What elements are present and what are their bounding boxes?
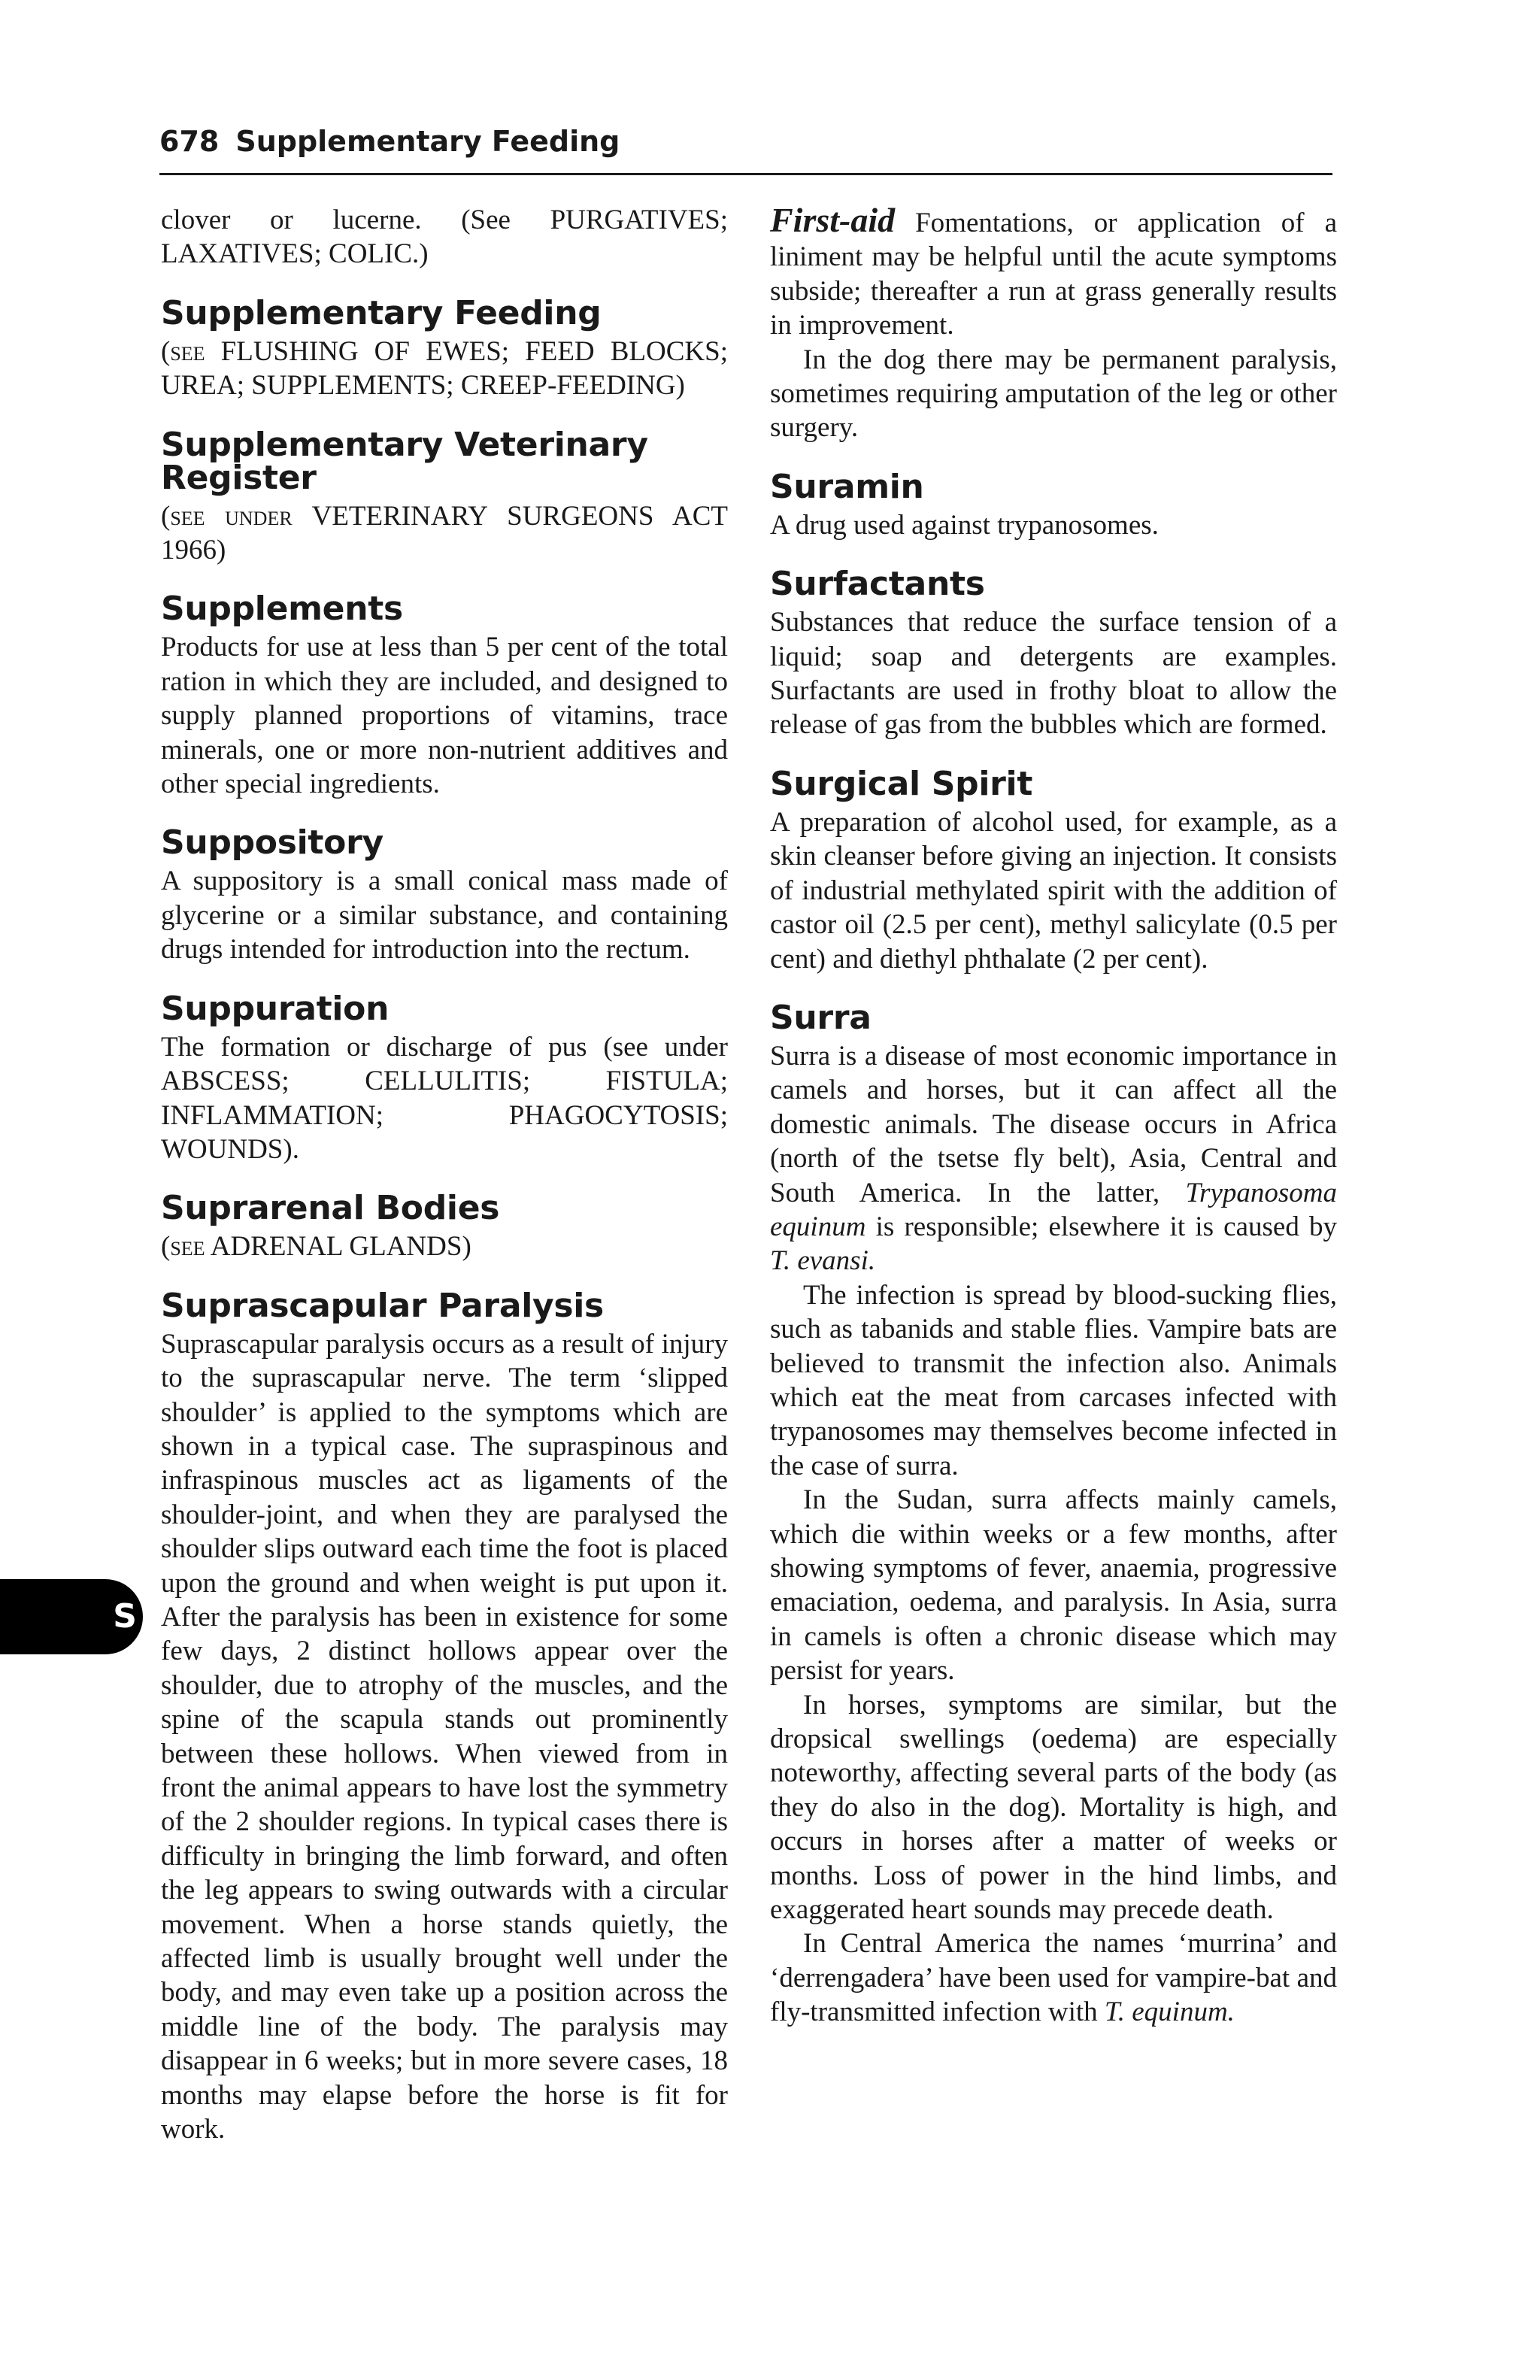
heading-suppository: Suppository	[161, 823, 383, 863]
surra-p1-text-b: is responsible; elsewhere it is caused by	[865, 1211, 1337, 1242]
heading-surra: Surra	[770, 998, 872, 1037]
running-title: Supplementary Feeding	[235, 125, 620, 158]
first-aid-label: First-aid	[770, 201, 896, 239]
surra-paragraph-1	[770, 1039, 1337, 1278]
surra-paragraph-4: In horses, symptoms are similar, but the dropsical swellings (oedema) are especially noteworthy, affecting several parts of the body (as they do also in the dog). Mortality is high, and occurs in horses after a matter of weeks or months. Loss of power in the hind limbs, and exaggerated heart sounds may precede death.	[770, 1689, 1337, 1926]
text-surfactants: Substances that reduce the surface tension of a liquid; soap and detergents are examples. Surfactants are used in frothy bloat to allow the release of gas from the bubbles which are formed.	[770, 607, 1337, 741]
text-suppository: A suppository is a small conical mass made of glycerine or a similar substance, and containing drugs intended for introduction into the rectum.	[161, 866, 728, 966]
text-surgical-spirit: A preparation of alcohol used, for example, as a skin cleanser before giving an injection. It consists of industrial methylated spirit with the addition of castor oil (2.5 per cent), methyl salicylate (0.5 per cent) and diethyl phthalate (2 per cent).	[770, 806, 1337, 975]
text-suprascapular-paralysis: Suprascapular paralysis occurs as a result of injury to the suprascapular nerve. The term ‘slipped shoulder’ is applied to the symptoms which are shown in a typical case. The supraspinous and infraspinous muscles act as ligaments of the shoulder-joint, and when they are paralysed the shoulder slips outward each time the foot is placed upon the ground and when weight is put upon it. After the paralysis has been in existence for some few days, 2 distinct hollows appear over the shoulder, due to atrophy of the muscles, and the spine of the scapula stands out prominently between these hollows. When viewed from in front the animal appears to have lost the symmetry of the 2 shoulder regions. In typical cases there is difficulty in bringing the limb forward, and often the leg appears to swing outwards with a circular movement. When a horse stands quietly, the affected limb is usually brought well under the body, and may even take up a position across the middle line of the body. The paralysis may disappear in 6 weeks; but in more severe cases, 18 months may elapse before the horse is fit for work.	[161, 1328, 728, 2145]
heading-surgical-spirit: Surgical Spirit	[770, 764, 1033, 803]
page-number: 678	[159, 125, 220, 158]
heading-surfactants: Surfactants	[770, 565, 985, 604]
intro-text: clover or lucerne. (See PURGATIVES; LAXATIVES; COLIC.)	[161, 205, 728, 270]
heading-suramin: Suramin	[770, 467, 924, 506]
thumb-letter: S	[113, 1597, 137, 1636]
surra-p1-species-2: T. evansi.	[770, 1245, 876, 1277]
thumb-index-tab	[0, 1579, 143, 1654]
running-head	[159, 125, 620, 158]
surra-paragraph-5	[770, 1927, 1337, 2029]
text-supplementary-veterinary-register: (see under VETERINARY SURGEONS ACT 1966)	[161, 500, 728, 566]
text-suprarenal-bodies: (see ADRENAL GLANDS)	[161, 1231, 471, 1263]
heading-supplementary-veterinary-register: Supplementary Veterinary Register	[161, 425, 648, 497]
first-aid-paragraph	[770, 203, 1337, 343]
surra-paragraph-3: In the Sudan, surra affects mainly camels, which die within weeks or a few months, after showing symptoms of fever, anaemia, progressive emaciation, oedema, and paralysis. In Asia, surra in camels is often a chronic disease which may persist for years.	[770, 1484, 1337, 1687]
surra-paragraph-2: The infection is spread by blood-sucking flies, such as tabanids and stable flies. Vampire bats are believed to transmit the infection also. Animals which eat the meat from carcases infected with trypanosomes may themselves become infected in the case of surra.	[770, 1279, 1337, 1481]
surra-p5-species: T. equinum.	[1104, 1996, 1235, 2028]
surra-p1-species: Trypanosoma equinum	[770, 1177, 1337, 1242]
heading-supplementary-feeding: Supplementary Feeding	[161, 293, 602, 332]
heading-suprarenal-bodies: Suprarenal Bodies	[161, 1189, 500, 1228]
surra-p5-text: In Central America the names ‘murrina’ and ‘derrengadera’ have been used for vampire-bat and fly-transmitted infection with	[770, 1928, 1337, 2028]
header-rule	[159, 173, 1332, 175]
heading-suppuration: Suppuration	[161, 989, 390, 1028]
text-supplements: Products for use at less than 5 per cent of the total ration in which they are included, and designed to supply planned proportions of vitamins, trace minerals, one or more non-nutrient additives and other special ingredients.	[161, 632, 728, 800]
heading-supplements: Supplements	[161, 590, 403, 629]
text-suramin: A drug used against trypanosomes.	[770, 509, 1159, 541]
dog-paralysis-text: In the dog there may be permanent paralysis, sometimes requiring amputation of the leg or other surgery.	[770, 344, 1337, 444]
heading-suprascapular-paralysis: Suprascapular Paralysis	[161, 1286, 604, 1325]
left-column	[161, 203, 728, 2146]
surra-p1-text-a: Surra is a disease of most economic importance in camels and horses, but it can affect all the domestic animals. The disease occurs in Africa (north of the tsetse fly belt), Asia, Central and South America. In the latter,	[770, 1040, 1337, 1208]
text-supplementary-feeding: (see FLUSHING OF EWES; FEED BLOCKS; UREA; SUPPLEMENTS; CREEP-FEEDING)	[161, 335, 728, 402]
text-suppuration: The formation or discharge of pus (see under ABSCESS; CELLULITIS; FISTULA; INFLAMMATION; PHAGOCYTOSIS; WOUNDS).	[161, 1031, 728, 1165]
right-column	[770, 203, 1337, 2030]
first-aid-text: Fomentations, or application of a liniment may be helpful until the acute symptoms subside; thereafter a run at grass generally results in improvement.	[770, 208, 1337, 341]
